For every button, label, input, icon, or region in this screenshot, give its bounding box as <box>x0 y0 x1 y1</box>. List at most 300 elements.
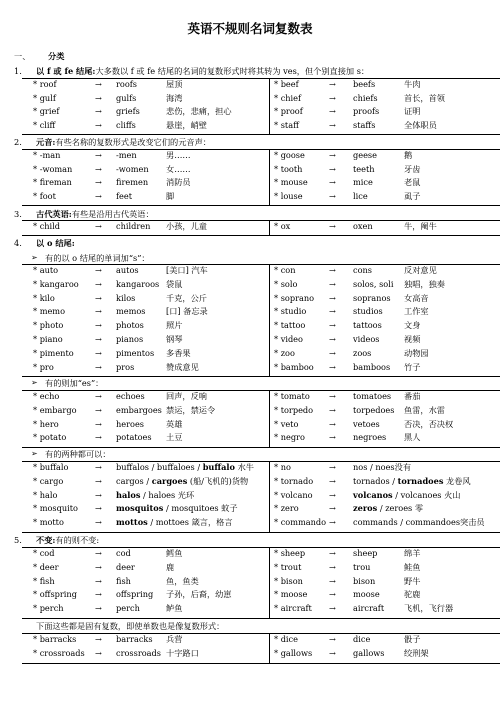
table-row <box>22 549 500 562</box>
plural-word: -women <box>116 163 149 174</box>
arrow-icon: → <box>95 306 102 317</box>
table-row <box>22 518 500 531</box>
plural-word: mice <box>353 177 373 187</box>
arrow-icon: → <box>329 517 336 528</box>
table-top-rule <box>22 461 500 462</box>
table-top-rule <box>22 547 500 548</box>
table-bottom-rule <box>22 205 500 206</box>
table-top-rule <box>22 78 500 79</box>
meaning: 竹子 <box>404 361 421 372</box>
meaning: 鲑鱼 <box>404 561 421 572</box>
page-title: 英语不规则名词复数表 <box>187 21 313 36</box>
plural-preferred: buffalo <box>202 462 235 472</box>
plural-word: pianos <box>116 334 144 344</box>
arrow-icon: → <box>95 292 102 303</box>
arrow-icon: → <box>95 634 102 644</box>
plural-word: sopranos <box>353 292 391 303</box>
plural-word: trou <box>353 561 371 572</box>
table-o-es <box>22 390 500 447</box>
plural-meaning: (船/飞机的)货物 <box>187 475 249 486</box>
table-o-both <box>22 461 500 532</box>
arrow-icon: → <box>329 475 336 486</box>
arrow-icon: → <box>329 106 336 116</box>
table-bottom-rule <box>22 532 500 533</box>
singular-word: * child <box>33 221 61 231</box>
arrow-icon: → <box>329 320 336 331</box>
plural-word: lice <box>353 190 368 201</box>
plural-word: gallows <box>353 647 385 658</box>
meaning: 牛肉 <box>404 79 421 89</box>
arrow-icon: → <box>329 561 336 572</box>
arrow-icon: → <box>329 361 336 372</box>
singular-word: * zero <box>274 503 299 514</box>
singular-word: * memo <box>33 306 65 317</box>
plural-preferred: volcanos <box>353 489 393 500</box>
plural-word: dice <box>353 634 371 644</box>
plural-preferred: mosquitos <box>116 503 164 514</box>
singular-word: * bison <box>274 575 303 586</box>
meaning: 全体职员 <box>404 119 437 130</box>
plural-word: videos <box>353 334 380 344</box>
plural-word: aircraft <box>353 603 385 614</box>
plural-plain: buffalos / buffaloes / <box>116 462 203 472</box>
plural-forms <box>116 518 233 526</box>
singular-word: * embargo <box>33 404 77 415</box>
table-bottom-rule <box>22 134 500 135</box>
table-row <box>22 420 500 433</box>
plural-meaning: 水牛 <box>234 462 254 472</box>
singular-word: * deer <box>33 561 59 572</box>
arrow-icon: → <box>329 347 336 358</box>
arrow-icon: → <box>95 163 102 174</box>
singular-word: * trout <box>274 561 302 572</box>
singular-word: * kilo <box>33 292 55 303</box>
plural-word: deer <box>116 561 135 572</box>
meaning: 飞机，飞行器 <box>404 603 454 614</box>
singular-word: * grief <box>33 106 60 116</box>
plural-word: crossroads <box>116 647 161 658</box>
meaning: 袋鼠 <box>166 278 183 289</box>
meaning: 脚 <box>166 190 175 201</box>
meaning: 绵羊 <box>404 548 421 558</box>
table-row <box>22 165 500 178</box>
plural-word: embargoes <box>116 404 162 415</box>
plural-word: geese <box>353 150 377 160</box>
table-bottom-rule <box>22 663 500 664</box>
plural-word: zoos <box>353 347 372 358</box>
table-row <box>22 266 500 279</box>
arrow-icon: → <box>95 462 102 472</box>
arrow-icon: → <box>95 589 102 600</box>
singular-word: * no <box>274 462 291 472</box>
table-row <box>22 121 500 134</box>
table-row <box>22 107 500 120</box>
heading-vowel: 元音:有些名称的复数形式是改变它们的元音声： <box>36 137 211 147</box>
meaning: 鱼雷，水雷 <box>404 404 445 415</box>
plural-word: kilos <box>116 292 136 303</box>
plural-word: bison <box>353 575 376 586</box>
meaning: 老鼠 <box>404 177 421 187</box>
meaning: 视频 <box>404 334 421 344</box>
singular-word: * gulf <box>33 92 56 103</box>
singular-word: * motto <box>33 517 64 528</box>
singular-word: * mosquito <box>33 503 78 514</box>
singular-word: * zoo <box>274 347 295 358</box>
singular-word: * studio <box>274 306 307 317</box>
meaning: 鲈鱼 <box>166 603 183 614</box>
plural-word: children <box>116 221 151 231</box>
singular-word: * beef <box>274 79 299 89</box>
meaning: 绞刑架 <box>404 647 429 658</box>
meaning: 女高音 <box>404 292 429 303</box>
table-row <box>22 577 500 590</box>
meaning: 鳕鱼 <box>166 548 183 558</box>
singular-word: * sheep <box>274 548 306 558</box>
heading-number: 2. <box>14 137 22 147</box>
plural-word: bamboos <box>353 361 391 372</box>
plural-word: firemen <box>116 177 149 187</box>
arrow-icon: → <box>329 92 336 103</box>
meaning: 赞成意见 <box>166 361 199 372</box>
plural-preferred: mottos <box>116 517 148 528</box>
plural-word: offspring <box>116 589 154 600</box>
meaning: 野牛 <box>404 575 421 586</box>
table-top-rule <box>22 149 500 150</box>
table-row <box>22 504 500 517</box>
arrow-icon: → <box>95 265 102 275</box>
section-label: 分类 <box>48 51 65 61</box>
arrow-icon: → <box>95 503 102 514</box>
meaning: 禁运，禁运令 <box>166 404 216 415</box>
plural-word: tomatoes <box>353 391 392 401</box>
singular-word: * potato <box>33 432 67 443</box>
meaning: 番茄 <box>404 391 421 401</box>
plural-meaning: / zeroes 零 <box>377 503 424 514</box>
plural-preferred: halos <box>116 489 141 500</box>
meaning: 牛，阉牛 <box>404 221 437 231</box>
meaning: 千克，公斤 <box>166 292 207 303</box>
note-fixed-plural: 下面这些都是固有复数，即使单数也是像复数形式： <box>36 621 225 631</box>
plural-meaning: / volcanoes 火山 <box>392 489 461 500</box>
plural-word: potatoes <box>116 432 152 443</box>
plural-forms <box>353 518 485 526</box>
table-row <box>22 280 500 293</box>
table-o-s <box>22 264 500 376</box>
plural-word: beefs <box>353 79 376 89</box>
singular-word: * dice <box>274 634 298 644</box>
plural-word: barracks <box>116 634 153 644</box>
plural-meaning: / haloes 光环 <box>140 489 195 500</box>
plural-word: staffs <box>353 119 376 130</box>
heading-number: 5. <box>14 535 22 545</box>
arrow-icon: → <box>329 278 336 289</box>
arrow-icon: → <box>329 150 336 160</box>
arrow-icon: → <box>95 603 102 614</box>
singular-word: * staff <box>274 119 299 130</box>
arrow-icon: → <box>329 647 336 658</box>
singular-word: * negro <box>274 432 305 443</box>
meaning: 鹿 <box>166 561 175 572</box>
table-row <box>22 463 500 476</box>
arrow-icon: → <box>95 489 102 500</box>
meaning: 土豆 <box>166 432 183 443</box>
meaning: 动物园 <box>404 347 429 358</box>
table-row <box>22 349 500 362</box>
meaning: 鹅 <box>404 150 413 160</box>
arrow-icon: → <box>95 575 102 586</box>
plural-meaning: 突击员 <box>460 517 485 528</box>
table-f-fe <box>22 78 500 134</box>
plural-preferred: cargoes <box>151 475 188 486</box>
plural-word: pimentos <box>116 347 155 358</box>
singular-word: * cliff <box>33 119 56 130</box>
arrow-icon: → <box>329 163 336 174</box>
subheading-bullet-icon: ➢ <box>31 449 38 458</box>
heading-number: 3. <box>14 209 22 219</box>
arrow-icon: → <box>95 221 102 231</box>
meaning: 屋顶 <box>166 79 183 89</box>
meaning: 女…… <box>166 163 191 174</box>
table-row <box>22 363 500 376</box>
plural-word: perch <box>116 603 140 614</box>
plural-meaning: / mottoes 箴言，格言 <box>147 517 233 528</box>
plural-word: solos, soli <box>353 278 394 289</box>
plural-word: feet <box>116 190 133 201</box>
singular-word: * goose <box>274 150 305 160</box>
heading-o-ending: 以 o 结尾: <box>36 238 75 248</box>
singular-word: * aircraft <box>274 603 312 614</box>
table-row <box>22 321 500 334</box>
singular-word: * fireman <box>33 177 72 187</box>
singular-word: * cod <box>33 548 55 558</box>
arrow-icon: → <box>95 119 102 130</box>
arrow-icon: → <box>329 603 336 614</box>
plural-word: studios <box>353 306 383 317</box>
plural-word: sheep <box>353 548 378 558</box>
plural-word: teeth <box>353 163 375 174</box>
plural-preferred: zeros <box>353 503 378 514</box>
singular-word: * halo <box>33 489 58 500</box>
heading-number: 4. <box>14 238 22 248</box>
singular-word: * offspring <box>33 589 77 600</box>
table-bottom-rule <box>22 618 500 619</box>
plural-word: echoes <box>116 391 145 401</box>
arrow-icon: → <box>329 306 336 317</box>
arrow-icon: → <box>329 589 336 600</box>
arrow-icon: → <box>329 177 336 187</box>
arrow-icon: → <box>95 79 102 89</box>
plural-forms <box>116 477 248 485</box>
plural-word: negroes <box>353 432 387 443</box>
plural-word: vetoes <box>353 418 380 429</box>
table-vowel <box>22 149 500 205</box>
singular-word: * video <box>274 334 303 344</box>
singular-word: * ox <box>274 221 291 231</box>
table-top-rule <box>22 390 500 391</box>
singular-word: * cargo <box>33 475 64 486</box>
plural-preferred: tornadoes <box>397 475 444 486</box>
plural-forms <box>353 491 461 499</box>
meaning: 钢琴 <box>166 334 183 344</box>
table-row <box>22 477 500 490</box>
meaning: 子孙，后裔，幼崽 <box>166 589 232 600</box>
arrow-icon: → <box>329 575 336 586</box>
plural-plain: tornados / <box>353 475 398 486</box>
singular-word: * crossroads <box>33 647 85 658</box>
plural-word: roofs <box>116 79 138 89</box>
table-top-rule <box>22 633 500 634</box>
arrow-icon: → <box>329 462 336 472</box>
singular-word: * moose <box>274 589 308 600</box>
arrow-icon: → <box>329 334 336 344</box>
meaning: 悬崖，峭壁 <box>166 119 207 130</box>
plural-word: -men <box>116 150 137 160</box>
singular-word: * louse <box>274 190 303 201</box>
plural-word: moose <box>353 589 380 600</box>
singular-word: * pimento <box>33 347 74 358</box>
singular-word: * echo <box>33 391 60 401</box>
singular-word: * barracks <box>33 634 77 644</box>
singular-word: * chief <box>274 92 302 103</box>
arrow-icon: → <box>95 475 102 486</box>
meaning: 英雄 <box>166 418 183 429</box>
plural-word: autos <box>116 265 139 275</box>
singular-word: * proof <box>274 106 303 116</box>
arrow-icon: → <box>329 190 336 201</box>
arrow-icon: → <box>329 503 336 514</box>
plural-word: gulfs <box>116 92 137 103</box>
arrow-icon: → <box>329 418 336 429</box>
meaning: 驼鹿 <box>404 589 421 600</box>
arrow-icon: → <box>95 334 102 344</box>
plural-forms <box>116 491 194 499</box>
singular-word: * bamboo <box>274 361 314 372</box>
arrow-icon: → <box>95 177 102 187</box>
arrow-icon: → <box>95 347 102 358</box>
arrow-icon: → <box>329 548 336 558</box>
plural-word: cod <box>116 548 131 558</box>
meaning: 鱼，鱼类 <box>166 575 199 586</box>
singular-word: * tomato <box>274 391 310 401</box>
heading-f-fe: 以 f 或 fe 结尾:大多数以 f 或 fe 结尾的名词的复数形式时将其转为 ves，但个别直接加 s： <box>36 66 370 76</box>
singular-word: * foot <box>33 190 56 201</box>
heading-old-english: 古代英语:有些是沿用古代英语： <box>36 209 154 219</box>
plural-word: torpedoes <box>353 404 395 415</box>
arrow-icon: → <box>329 265 336 275</box>
singular-word: * commando <box>274 517 327 528</box>
plural-plain: cargos / <box>116 475 152 486</box>
singular-word: * volcano <box>274 489 313 500</box>
section-number: 一、 <box>14 51 31 61</box>
table-row <box>22 151 500 164</box>
meaning: 首长，首领 <box>404 92 445 103</box>
arrow-icon: → <box>329 221 336 231</box>
plural-word: chiefs <box>353 92 378 103</box>
meaning: 悲伤，悲痛，担心 <box>166 106 232 116</box>
plural-word: pros <box>116 361 135 372</box>
table-row <box>22 392 500 405</box>
arrow-icon: → <box>329 79 336 89</box>
table-row <box>22 294 500 307</box>
arrow-icon: → <box>95 647 102 658</box>
singular-word: * hero <box>33 418 59 429</box>
arrow-icon: → <box>95 278 102 289</box>
subheading-bullet-icon: ➢ <box>31 253 38 262</box>
singular-word: * piano <box>33 334 63 344</box>
arrow-icon: → <box>329 119 336 130</box>
meaning: 文身 <box>404 320 421 331</box>
plural-plain: nos / noes <box>353 462 395 472</box>
table-row <box>22 433 500 446</box>
singular-word: * pro <box>33 361 54 372</box>
meaning: 男…… <box>166 150 191 160</box>
meaning: [口] 备忘录 <box>166 306 208 317</box>
arrow-icon: → <box>95 432 102 443</box>
arrow-icon: → <box>329 292 336 303</box>
meaning: 虱子 <box>404 190 421 201</box>
meaning: 小孩，儿童 <box>166 221 207 231</box>
table-row <box>22 604 500 617</box>
arrow-icon: → <box>95 150 102 160</box>
meaning: 十字路口 <box>166 647 199 658</box>
arrow-icon: → <box>329 432 336 443</box>
singular-word: * perch <box>33 603 64 614</box>
table-row <box>22 491 500 504</box>
table-row <box>22 307 500 320</box>
singular-word: * kangaroo <box>33 278 79 289</box>
plural-forms <box>353 477 471 485</box>
plural-word: oxen <box>353 221 373 231</box>
plural-word: cliffs <box>116 119 136 130</box>
plural-meaning: 没有 <box>394 462 412 472</box>
arrow-icon: → <box>95 418 102 429</box>
table-row <box>22 192 500 205</box>
arrow-icon: → <box>329 634 336 644</box>
meaning: 反对意见 <box>404 265 437 275</box>
plural-forms <box>116 463 254 471</box>
arrow-icon: → <box>95 391 102 401</box>
meaning: 多香果 <box>166 347 191 358</box>
table-row <box>22 406 500 419</box>
arrow-icon: → <box>95 561 102 572</box>
table-row <box>22 178 500 191</box>
meaning: 兵营 <box>166 634 183 644</box>
table-unchanged <box>22 547 500 618</box>
heading-unchanged: 不变:有的则不变: <box>36 535 100 545</box>
table-bottom-rule <box>22 235 500 236</box>
plural-word: tattoos <box>353 320 382 331</box>
plural-word: memos <box>116 306 146 317</box>
plural-forms <box>116 504 238 512</box>
table-fixed-plural <box>22 633 500 663</box>
meaning: 骰子 <box>404 634 421 644</box>
table-row <box>22 222 500 235</box>
plural-word: cons <box>353 265 372 275</box>
arrow-icon: → <box>329 489 336 500</box>
plural-word: proofs <box>353 106 380 116</box>
arrow-icon: → <box>329 391 336 401</box>
meaning: 否决，否决权 <box>404 418 454 429</box>
table-old-english <box>22 220 500 235</box>
meaning: 黑人 <box>404 432 421 443</box>
arrow-icon: → <box>95 404 102 415</box>
arrow-icon: → <box>95 106 102 116</box>
singular-word: * con <box>274 265 296 275</box>
plural-word: fish <box>116 575 131 586</box>
singular-word: * tooth <box>274 163 303 174</box>
meaning: 海湾 <box>166 92 183 103</box>
table-row <box>22 563 500 576</box>
